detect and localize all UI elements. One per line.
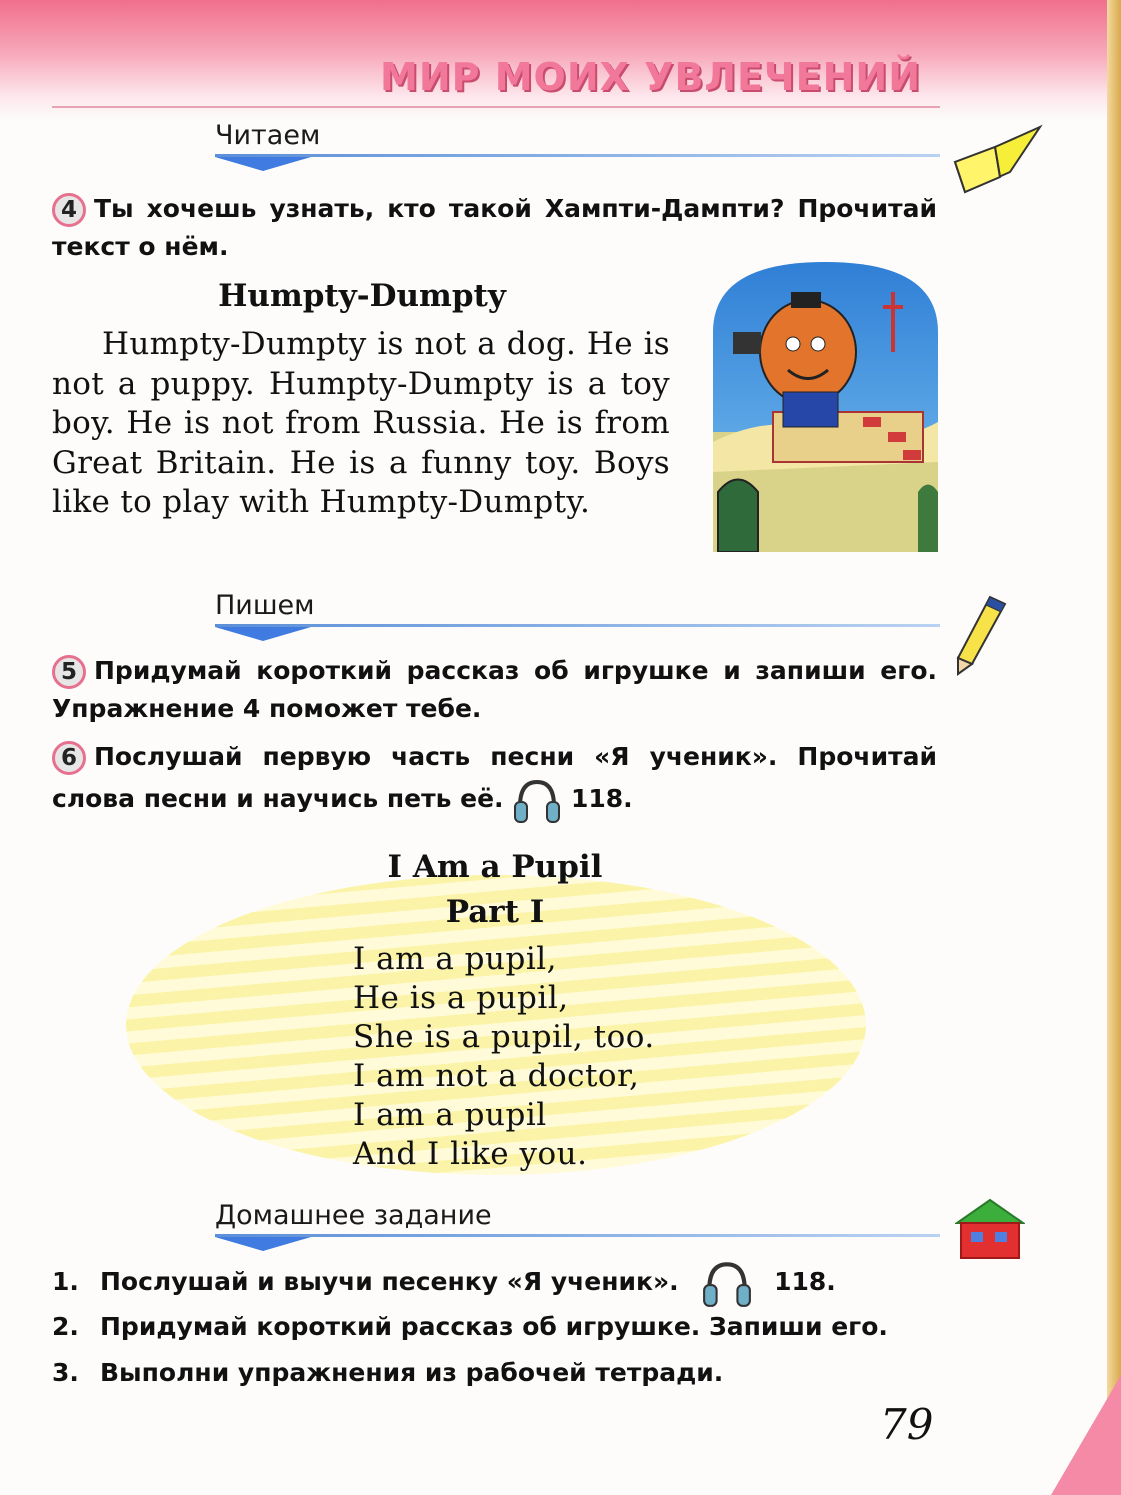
exercise-4 bbox=[52, 190, 937, 266]
homework-item-text: Выполни упражнения из рабочей тетради. bbox=[100, 1358, 724, 1387]
story-text: Humpty-Dumpty is not a dog. He is not a puppy. Humpty-Dumpty is a toy boy. He is not from Russia. He is from Great Britain. He is a funny toy. Boys like to play with Humpty-Dumpty. bbox=[52, 326, 670, 520]
humpty-dumpty-illustration bbox=[713, 262, 938, 552]
homework-item-text: Послушай и выучи песенку «Я ученик». bbox=[100, 1267, 679, 1296]
exercise-number: 6 bbox=[52, 741, 86, 775]
lyric-line: I am a pupil, bbox=[353, 941, 558, 977]
section-marker bbox=[215, 1237, 311, 1251]
exercise-5 bbox=[52, 652, 937, 728]
lyric-line: I am a pupil bbox=[353, 1097, 547, 1133]
song-title: I Am a Pupil bbox=[387, 849, 603, 885]
section-writing bbox=[215, 590, 940, 626]
song-lyrics bbox=[353, 940, 655, 1174]
exercise-6 bbox=[52, 738, 937, 824]
section-rule bbox=[215, 1234, 940, 1237]
audio-track-number: 118. bbox=[774, 1267, 836, 1296]
song-part: Part I bbox=[445, 894, 545, 930]
homework-item-text: Придумай короткий рассказ об игрушке. Запиши его. bbox=[100, 1312, 888, 1341]
lyric-line: I am not a doctor, bbox=[353, 1058, 640, 1094]
house-icon bbox=[955, 1198, 1025, 1260]
audio-track-number: 118. bbox=[571, 784, 633, 813]
book-icon bbox=[950, 122, 1045, 197]
homework-list bbox=[52, 1258, 952, 1396]
headphones-icon bbox=[701, 1258, 753, 1308]
section-homework bbox=[215, 1200, 940, 1236]
song-title-block bbox=[300, 845, 690, 935]
section-rule bbox=[215, 624, 940, 627]
story-title: Humpty-Dumpty bbox=[218, 278, 506, 314]
exercise-number: 5 bbox=[52, 655, 86, 689]
page-number: 79 bbox=[880, 1400, 934, 1449]
lyric-line: And I like you. bbox=[353, 1136, 588, 1172]
headphones-icon bbox=[512, 776, 562, 824]
homework-item-number: 1. bbox=[52, 1267, 79, 1296]
lyric-line: She is a pupil, too. bbox=[353, 1019, 655, 1055]
homework-item-number: 3. bbox=[52, 1358, 79, 1387]
section-marker bbox=[215, 157, 311, 171]
homework-item bbox=[52, 1304, 952, 1350]
page-edge bbox=[1107, 0, 1121, 1495]
homework-item bbox=[52, 1258, 952, 1304]
section-writing-label: Пишем bbox=[215, 590, 315, 621]
homework-item-number: 2. bbox=[52, 1312, 79, 1341]
lyric-line: He is a pupil, bbox=[353, 980, 569, 1016]
exercise-text: Ты хочешь узнать, кто такой Хампти-Дампти? Прочитай текст о нём. bbox=[52, 194, 937, 261]
homework-item bbox=[52, 1350, 952, 1396]
exercise-text: Послушай первую часть песни «Я ученик». Прочитай слова песни и научись петь её. bbox=[52, 742, 937, 813]
page-corner bbox=[1051, 1375, 1121, 1495]
title-divider bbox=[52, 106, 940, 108]
section-reading bbox=[215, 120, 940, 156]
section-marker bbox=[215, 627, 311, 641]
section-homework-label: Домашнее задание bbox=[215, 1200, 492, 1231]
pencil-icon bbox=[950, 592, 1010, 677]
exercise-number: 4 bbox=[52, 193, 86, 227]
section-rule bbox=[215, 154, 940, 157]
exercise-text: Придумай короткий рассказ об игрушке и запиши его. Упражнение 4 поможет тебе. bbox=[52, 656, 937, 723]
section-reading-label: Читаем bbox=[215, 120, 321, 151]
page-title: МИР МОИХ УВЛЕЧЕНИЙ bbox=[380, 55, 922, 99]
